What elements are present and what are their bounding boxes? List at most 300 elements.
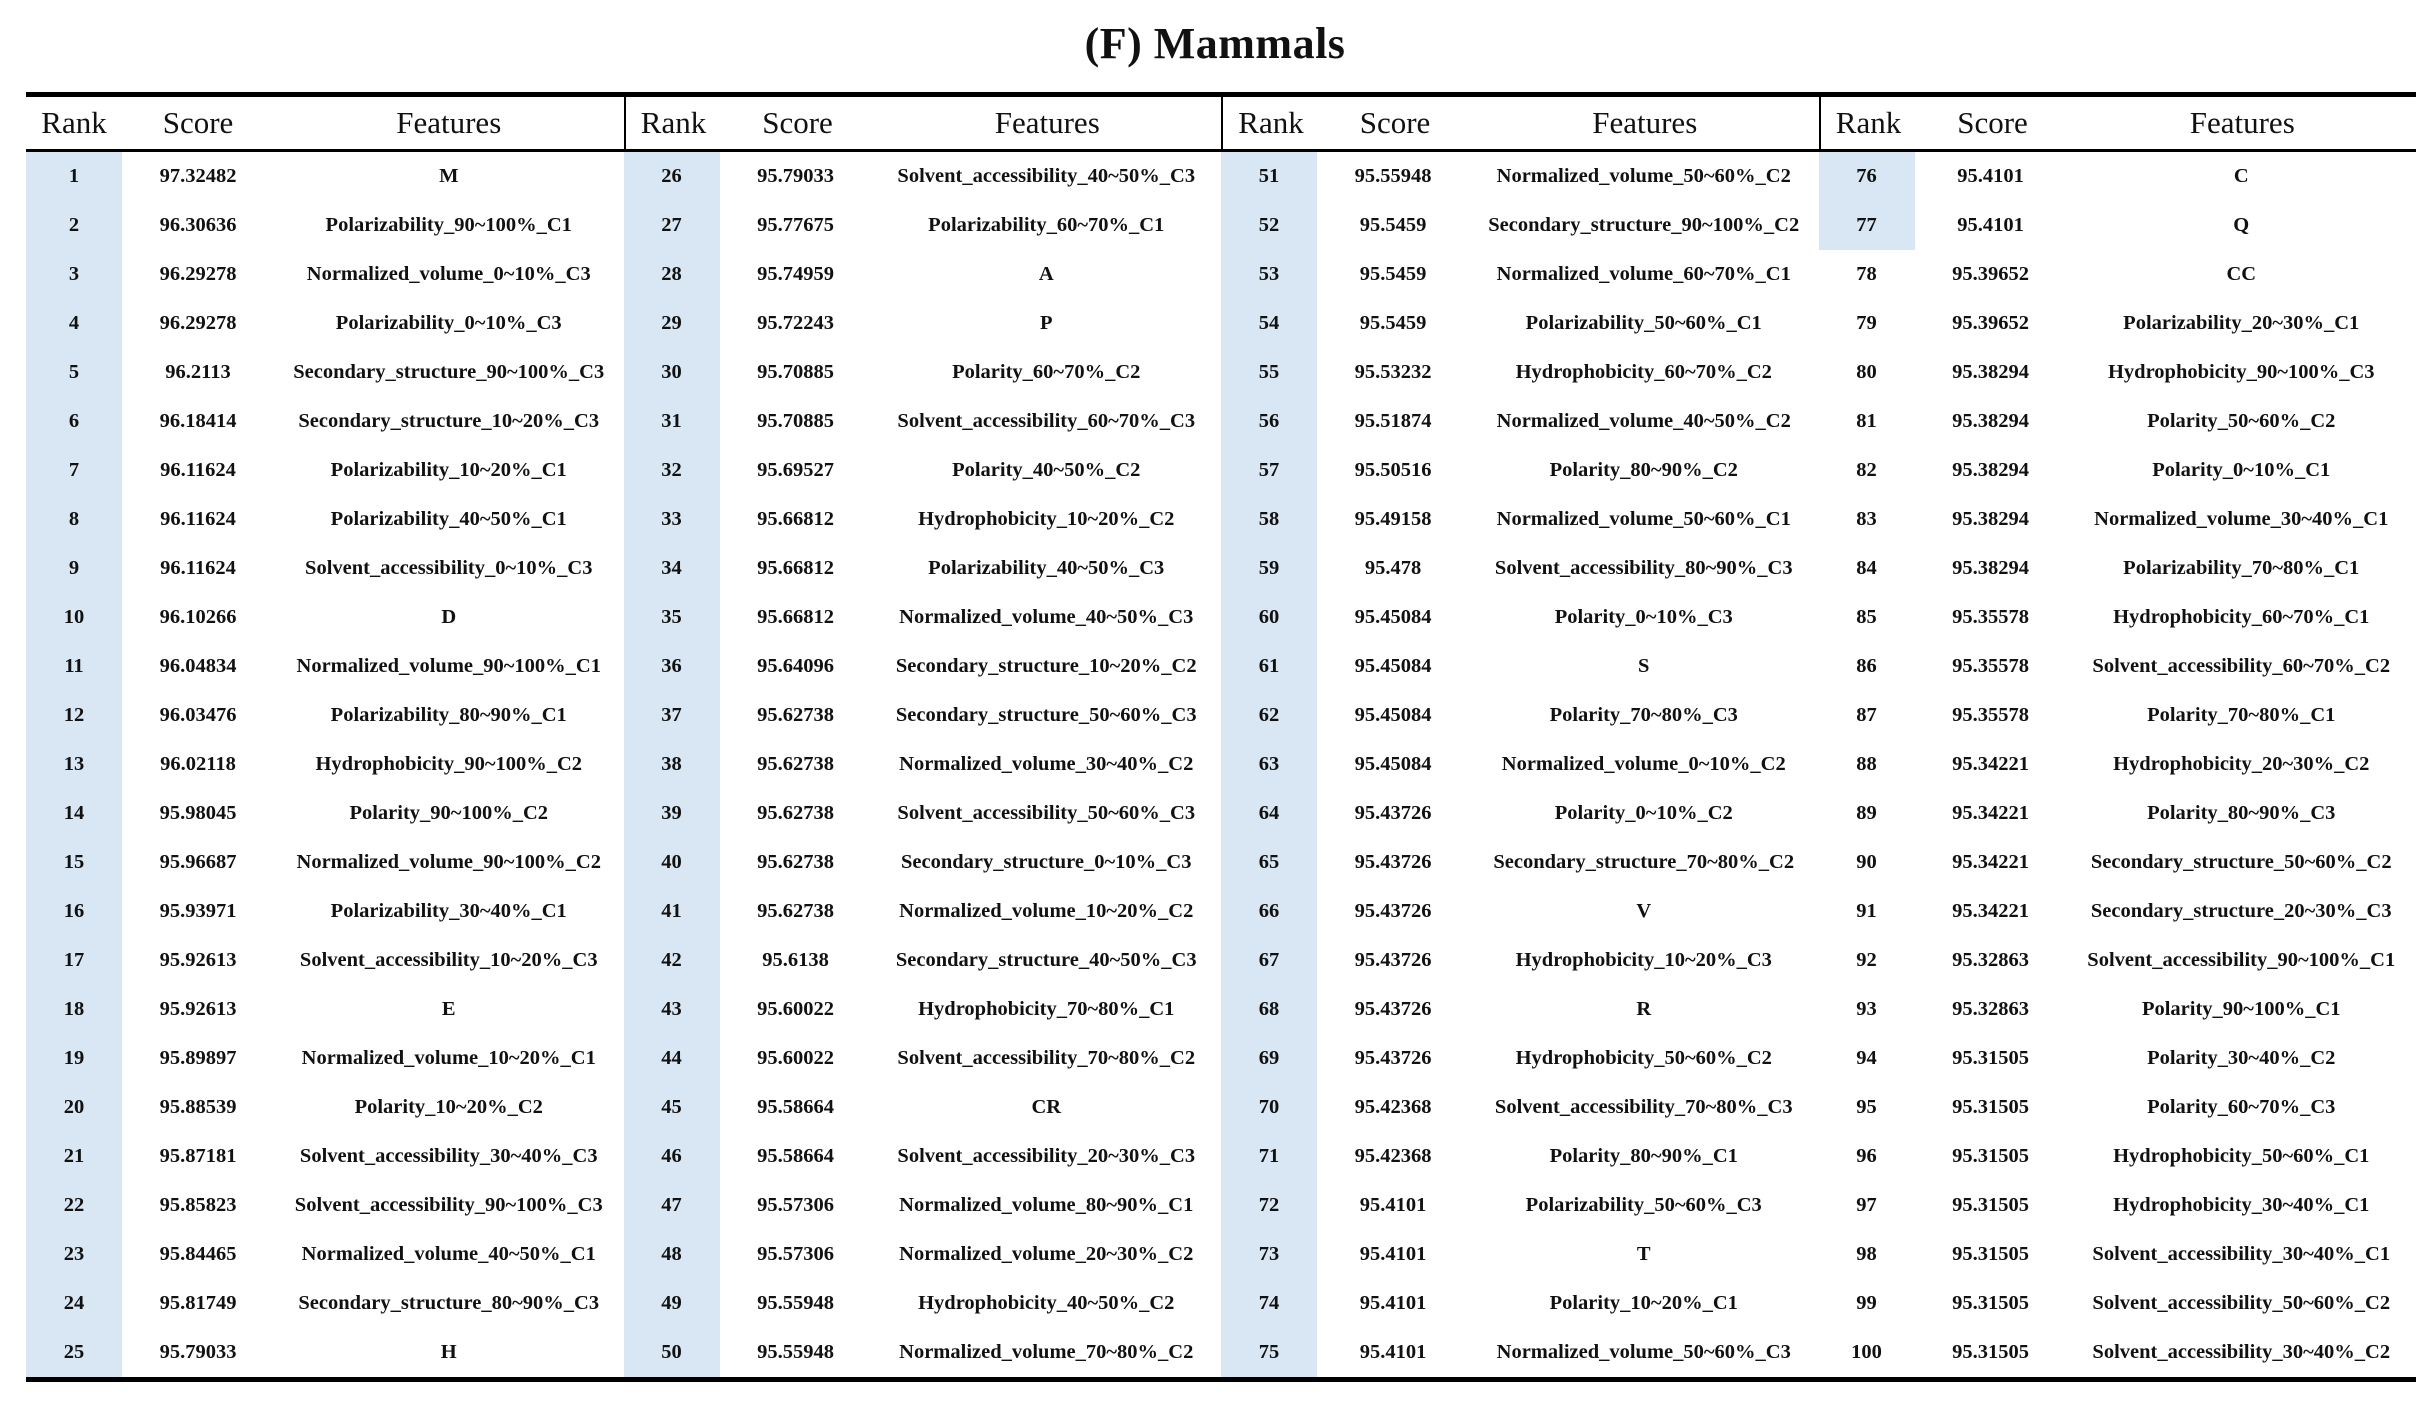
- feature-cell: Polarity_0~10%_C2: [1554, 802, 1733, 825]
- rank-cell: 61: [1221, 642, 1317, 691]
- rank-cell: 59: [1221, 544, 1317, 593]
- score-cell: 95.39652: [1952, 312, 2029, 335]
- group-body: [624, 152, 1222, 1377]
- feature-cell: Hydrophobicity_10~20%_C2: [918, 508, 1175, 531]
- rank-cell: 69: [1221, 1034, 1317, 1083]
- feature-cell: E: [441, 998, 456, 1021]
- score-cell: 95.5459: [1359, 214, 1427, 237]
- rank-cell: 89: [1856, 802, 1877, 825]
- feature-cell: Solvent_accessibility_70~80%_C3: [1494, 1096, 1793, 1119]
- rank-cell: 48: [624, 1230, 720, 1279]
- feature-cell: A: [1038, 263, 1054, 286]
- feature-cell: Polarity_10~20%_C1: [1549, 1292, 1738, 1315]
- rank-cell: 63: [1221, 740, 1317, 789]
- rank-cell: 21: [26, 1132, 122, 1181]
- score-cell: 95.70885: [757, 361, 834, 384]
- rank-cell: 60: [1221, 593, 1317, 642]
- feature-ranking-table: [26, 92, 2416, 1382]
- score-cell: 95.32863: [1952, 998, 2029, 1021]
- score-cell: 95.50516: [1354, 459, 1432, 482]
- score-cell: 95.45084: [1354, 704, 1432, 727]
- feature-cell: Secondary_structure_50~60%_C3: [895, 704, 1197, 727]
- score-cell: 96.2113: [165, 361, 231, 384]
- score-cell: 95.5459: [1359, 263, 1427, 286]
- score-cell: 95.69527: [757, 459, 834, 482]
- group-body: [26, 152, 624, 1377]
- feature-cell: Normalized_volume_10~20%_C2: [899, 900, 1194, 923]
- rank-cell: 12: [26, 691, 122, 740]
- score-cell: 95.5459: [1359, 312, 1427, 335]
- table-group-3: [1221, 97, 1819, 1377]
- rank-cell: 6: [26, 397, 122, 446]
- score-cell: 95.49158: [1354, 508, 1432, 531]
- rank-cell: 28: [624, 250, 720, 299]
- rank-cell: 52: [1221, 201, 1317, 250]
- rank-cell: 86: [1856, 655, 1877, 678]
- rank-cell: 96: [1856, 1145, 1877, 1168]
- feature-cell: S: [1638, 655, 1650, 678]
- score-cell: 95.62738: [757, 753, 834, 776]
- score-cell: 95.64096: [757, 655, 834, 678]
- score-cell: 95.70885: [757, 410, 834, 433]
- rank-cell: 15: [26, 838, 122, 887]
- rank-cell: 99: [1856, 1292, 1877, 1315]
- column-header-score: Score: [1957, 105, 2028, 140]
- score-cell: 95.31505: [1952, 1292, 2029, 1315]
- score-cell: 95.79033: [159, 1341, 237, 1364]
- rank-cell: 20: [26, 1083, 122, 1132]
- rank-cell: 47: [624, 1181, 720, 1230]
- feature-cell: Polarity_80~90%_C2: [1549, 459, 1738, 482]
- rank-cell: 54: [1221, 299, 1317, 348]
- score-cell: 95.98045: [159, 802, 237, 825]
- score-cell: 95.66812: [757, 508, 834, 531]
- rank-cell: 29: [624, 299, 720, 348]
- rank-cell: 94: [1856, 1047, 1877, 1070]
- rank-cell: 16: [26, 887, 122, 936]
- feature-cell: Polarizability_40~50%_C3: [928, 557, 1165, 580]
- rank-cell: 40: [624, 838, 720, 887]
- feature-cell: Normalized_volume_10~20%_C1: [301, 1047, 596, 1070]
- rank-cell: 51: [1221, 152, 1317, 201]
- score-cell: 96.10266: [159, 606, 237, 629]
- column-header-features: Features: [396, 105, 502, 140]
- score-cell: 97.32482: [159, 165, 237, 188]
- group-body: [1819, 152, 2417, 1377]
- feature-cell: Polarizability_40~50%_C1: [330, 508, 567, 531]
- feature-cell: Solvent_accessibility_40~50%_C3: [897, 165, 1196, 188]
- feature-cell: Polarizability_20~30%_C1: [2123, 312, 2360, 335]
- score-cell: 96.02118: [160, 753, 236, 776]
- rank-cell: 68: [1221, 985, 1317, 1034]
- score-cell: 95.43726: [1354, 998, 1432, 1021]
- column-header-features: Features: [994, 105, 1100, 140]
- score-cell: 96.04834: [159, 655, 237, 678]
- rank-cell: 27: [624, 201, 720, 250]
- score-cell: 95.31505: [1952, 1047, 2029, 1070]
- rank-cell: 84: [1856, 557, 1877, 580]
- feature-cell: CR: [1031, 1096, 1062, 1119]
- score-cell: 95.60022: [757, 998, 834, 1021]
- feature-cell: Polarity_50~60%_C2: [2147, 410, 2336, 433]
- score-cell: 96.11624: [160, 508, 236, 531]
- column-header-rank: Rank: [1835, 105, 1902, 140]
- score-cell: 95.55948: [757, 1292, 834, 1315]
- score-cell: 95.43726: [1354, 949, 1432, 972]
- feature-cell: Polarizability_50~60%_C3: [1525, 1194, 1762, 1217]
- score-cell: 95.72243: [757, 312, 834, 335]
- feature-cell: Normalized_volume_40~50%_C3: [899, 606, 1194, 629]
- rank-cell: 62: [1221, 691, 1317, 740]
- score-cell: 95.38294: [1952, 508, 2029, 531]
- feature-cell: Polarizability_30~40%_C1: [330, 900, 567, 923]
- feature-cell: Secondary_structure_90~100%_C2: [1488, 214, 1800, 237]
- score-cell: 95.60022: [757, 1047, 834, 1070]
- rank-cell: 92: [1856, 949, 1877, 972]
- feature-cell: Polarizability_50~60%_C1: [1525, 312, 1762, 335]
- rank-cell: 7: [26, 446, 122, 495]
- feature-cell: Q: [2233, 214, 2250, 237]
- rank-cell: 36: [624, 642, 720, 691]
- score-cell: 96.03476: [159, 704, 237, 727]
- column-header-features: Features: [1592, 105, 1698, 140]
- score-cell: 95.58664: [757, 1096, 834, 1119]
- feature-cell: Solvent_accessibility_90~100%_C3: [294, 1194, 603, 1217]
- feature-cell: Solvent_accessibility_0~10%_C3: [305, 557, 593, 580]
- rank-cell: 55: [1221, 348, 1317, 397]
- rank-cell: 18: [26, 985, 122, 1034]
- column-header-rank: Rank: [1238, 105, 1304, 140]
- rank-cell: 41: [624, 887, 720, 936]
- rank-cell: 72: [1221, 1181, 1317, 1230]
- score-cell: 95.51874: [1354, 410, 1432, 433]
- score-cell: 95.62738: [757, 900, 834, 923]
- score-cell: 96.18414: [159, 410, 237, 433]
- feature-cell: Normalized_volume_90~100%_C2: [296, 851, 601, 874]
- feature-cell: Normalized_volume_0~10%_C3: [306, 263, 591, 286]
- score-cell: 96.29278: [159, 263, 237, 286]
- rank-cell: 71: [1221, 1132, 1317, 1181]
- rank-cell: 30: [624, 348, 720, 397]
- score-cell: 95.53232: [1354, 361, 1432, 384]
- feature-cell: Solvent_accessibility_70~80%_C2: [897, 1047, 1196, 1070]
- feature-cell: Normalized_volume_70~80%_C2: [899, 1341, 1194, 1364]
- feature-cell: Secondary_structure_70~80%_C2: [1493, 851, 1795, 874]
- feature-cell: Secondary_structure_40~50%_C3: [895, 949, 1197, 972]
- rank-cell: 66: [1221, 887, 1317, 936]
- score-cell: 95.31505: [1952, 1096, 2029, 1119]
- feature-cell: Hydrophobicity_90~100%_C3: [2107, 361, 2375, 384]
- score-cell: 95.32863: [1952, 949, 2029, 972]
- score-cell: 95.88539: [159, 1096, 237, 1119]
- score-cell: 95.74959: [757, 263, 834, 286]
- feature-cell: Solvent_accessibility_60~70%_C3: [897, 410, 1196, 433]
- rank-cell: 31: [624, 397, 720, 446]
- feature-cell: Normalized_volume_0~10%_C2: [1501, 753, 1786, 776]
- feature-cell: Solvent_accessibility_50~60%_C2: [2092, 1292, 2391, 1315]
- feature-cell: Polarity_30~40%_C2: [2147, 1047, 2336, 1070]
- rank-cell: 85: [1856, 606, 1877, 629]
- score-cell: 95.62738: [757, 851, 834, 874]
- rank-cell: 76: [1819, 152, 1915, 201]
- rank-cell: 34: [624, 544, 720, 593]
- feature-cell: Solvent_accessibility_30~40%_C3: [299, 1145, 598, 1168]
- rank-cell: 42: [624, 936, 720, 985]
- rank-cell: 39: [624, 789, 720, 838]
- score-cell: 95.92613: [159, 998, 237, 1021]
- feature-cell: Solvent_accessibility_30~40%_C2: [2092, 1341, 2391, 1364]
- rank-cell: 9: [26, 544, 122, 593]
- rank-cell: 82: [1856, 459, 1877, 482]
- feature-cell: Hydrophobicity_10~20%_C3: [1515, 949, 1772, 972]
- rank-cell: 64: [1221, 789, 1317, 838]
- feature-cell: Hydrophobicity_50~60%_C1: [2113, 1145, 2370, 1168]
- feature-cell: Hydrophobicity_90~100%_C2: [315, 753, 583, 776]
- feature-cell: Polarity_80~90%_C3: [2147, 802, 2336, 825]
- feature-cell: Normalized_volume_30~40%_C1: [2094, 508, 2389, 531]
- rank-cell: 70: [1221, 1083, 1317, 1132]
- feature-cell: CC: [2226, 263, 2257, 286]
- score-cell: 95.79033: [757, 165, 834, 188]
- rank-cell: 93: [1856, 998, 1877, 1021]
- score-cell: 95.478: [1364, 557, 1422, 580]
- rank-cell: 97: [1856, 1194, 1877, 1217]
- rank-cell: 10: [26, 593, 122, 642]
- rank-cell: 50: [624, 1328, 720, 1377]
- score-cell: 95.43726: [1354, 900, 1432, 923]
- rank-cell: 90: [1856, 851, 1877, 874]
- score-cell: 96.30636: [159, 214, 237, 237]
- score-cell: 95.93971: [159, 900, 237, 923]
- score-cell: 95.45084: [1354, 606, 1432, 629]
- rank-cell: 23: [26, 1230, 122, 1279]
- rank-cell: 65: [1221, 838, 1317, 887]
- score-cell: 95.85823: [159, 1194, 237, 1217]
- feature-cell: Normalized_volume_90~100%_C1: [296, 655, 601, 678]
- feature-cell: Normalized_volume_40~50%_C1: [301, 1243, 596, 1266]
- figure-title: (F) Mammals: [1084, 19, 1346, 68]
- score-cell: 95.96687: [159, 851, 237, 874]
- rank-cell: 11: [26, 642, 122, 691]
- feature-cell: Normalized_volume_30~40%_C2: [899, 753, 1194, 776]
- score-cell: 95.34221: [1952, 851, 2029, 874]
- score-cell: 96.11624: [160, 459, 236, 482]
- rank-cell: 83: [1856, 508, 1877, 531]
- score-cell: 95.45084: [1354, 655, 1432, 678]
- feature-cell: Normalized_volume_20~30%_C2: [899, 1243, 1194, 1266]
- score-cell: 95.4101: [1359, 1243, 1427, 1266]
- score-cell: 95.31505: [1952, 1145, 2029, 1168]
- feature-cell: Hydrophobicity_70~80%_C1: [918, 998, 1175, 1021]
- feature-cell: Polarity_0~10%_C3: [1554, 606, 1733, 629]
- rank-cell: 35: [624, 593, 720, 642]
- column-header-score: Score: [1359, 105, 1431, 140]
- score-cell: 95.43726: [1354, 851, 1432, 874]
- feature-cell: Polarity_90~100%_C2: [349, 802, 549, 825]
- feature-cell: R: [1636, 998, 1652, 1021]
- rank-cell: 57: [1221, 446, 1317, 495]
- column-header-rank: Rank: [640, 105, 707, 140]
- feature-cell: Normalized_volume_60~70%_C1: [1496, 263, 1791, 286]
- score-cell: 95.34221: [1952, 753, 2029, 776]
- score-cell: 95.38294: [1952, 410, 2029, 433]
- score-cell: 95.87181: [159, 1145, 237, 1168]
- score-cell: 95.62738: [757, 704, 834, 727]
- feature-cell: Hydrophobicity_60~70%_C1: [2113, 606, 2370, 629]
- score-cell: 95.31505: [1952, 1341, 2029, 1364]
- feature-cell: T: [1636, 1243, 1651, 1266]
- feature-cell: Polarity_40~50%_C2: [952, 459, 1141, 482]
- score-cell: 95.38294: [1952, 361, 2029, 384]
- feature-cell: Secondary_structure_50~60%_C2: [2090, 851, 2392, 874]
- score-cell: 95.43726: [1354, 1047, 1432, 1070]
- rank-cell: 3: [26, 250, 122, 299]
- feature-cell: Polarity_90~100%_C1: [2141, 998, 2341, 1021]
- feature-cell: Normalized_volume_40~50%_C2: [1496, 410, 1791, 433]
- column-header-score: Score: [762, 105, 833, 140]
- feature-cell: Polarizability_80~90%_C1: [330, 704, 567, 727]
- rank-cell: 2: [26, 201, 122, 250]
- score-cell: 95.39652: [1952, 263, 2029, 286]
- feature-cell: Hydrophobicity_40~50%_C2: [918, 1292, 1175, 1315]
- score-cell: 95.55948: [757, 1341, 834, 1364]
- score-cell: 95.4101: [1957, 214, 2024, 237]
- score-cell: 95.4101: [1359, 1292, 1427, 1315]
- rank-cell: 78: [1856, 263, 1877, 286]
- rank-cell: 56: [1221, 397, 1317, 446]
- rank-cell: 81: [1856, 410, 1877, 433]
- feature-cell: Polarizability_10~20%_C1: [330, 459, 567, 482]
- feature-cell: Secondary_structure_0~10%_C3: [901, 851, 1192, 874]
- feature-cell: P: [1039, 312, 1053, 335]
- score-cell: 95.38294: [1952, 557, 2029, 580]
- rank-cell: 46: [624, 1132, 720, 1181]
- rank-cell: 58: [1221, 495, 1317, 544]
- rank-cell: 91: [1856, 900, 1877, 923]
- rank-cell: 74: [1221, 1279, 1317, 1328]
- rank-cell: 80: [1856, 361, 1877, 384]
- feature-cell: Polarity_0~10%_C1: [2152, 459, 2331, 482]
- feature-cell: V: [1636, 900, 1652, 923]
- score-cell: 95.6138: [762, 949, 829, 972]
- feature-cell: Secondary_structure_90~100%_C3: [293, 361, 605, 384]
- table-group-2: [624, 97, 1222, 1377]
- rank-cell: 88: [1856, 753, 1877, 776]
- rank-cell: 98: [1856, 1243, 1877, 1266]
- score-cell: 95.57306: [757, 1243, 834, 1266]
- feature-cell: Polarizability_70~80%_C1: [2123, 557, 2360, 580]
- score-cell: 96.29278: [159, 312, 237, 335]
- group-header-row: [1819, 97, 2417, 152]
- rank-cell: 67: [1221, 936, 1317, 985]
- score-cell: 95.42368: [1354, 1096, 1432, 1119]
- rank-cell: 13: [26, 740, 122, 789]
- score-cell: 95.55948: [1354, 165, 1432, 188]
- rank-cell: 75: [1221, 1328, 1317, 1377]
- feature-cell: Normalized_volume_50~60%_C2: [1496, 165, 1791, 188]
- rank-cell: 26: [624, 152, 720, 201]
- group-body: [1221, 152, 1819, 1377]
- rank-cell: 87: [1856, 704, 1877, 727]
- feature-cell: Normalized_volume_50~60%_C1: [1496, 508, 1791, 531]
- feature-cell: H: [440, 1341, 457, 1364]
- group-header-row: [624, 97, 1222, 152]
- score-cell: 95.34221: [1952, 802, 2029, 825]
- rank-cell: 32: [624, 446, 720, 495]
- rank-cell: 14: [26, 789, 122, 838]
- column-header-score: Score: [162, 105, 234, 140]
- score-cell: 95.31505: [1952, 1194, 2029, 1217]
- score-cell: 95.66812: [757, 557, 834, 580]
- rank-cell: 49: [624, 1279, 720, 1328]
- score-cell: 95.35578: [1952, 606, 2029, 629]
- rank-cell: 24: [26, 1279, 122, 1328]
- score-cell: 95.58664: [757, 1145, 834, 1168]
- feature-cell: Solvent_accessibility_10~20%_C3: [299, 949, 598, 972]
- feature-cell: Hydrophobicity_20~30%_C2: [2113, 753, 2370, 776]
- feature-cell: Polarizability_0~10%_C3: [335, 312, 562, 335]
- rank-cell: 17: [26, 936, 122, 985]
- feature-cell: C: [2233, 165, 2249, 188]
- rank-cell: 8: [26, 495, 122, 544]
- score-cell: 95.38294: [1952, 459, 2029, 482]
- group-header-row: [26, 97, 624, 152]
- rank-cell: 100: [1851, 1341, 1882, 1364]
- rank-cell: 5: [26, 348, 122, 397]
- rank-cell: 43: [624, 985, 720, 1034]
- feature-cell: Polarity_70~80%_C1: [2147, 704, 2336, 727]
- score-cell: 95.42368: [1354, 1145, 1432, 1168]
- score-cell: 95.45084: [1354, 753, 1432, 776]
- score-cell: 95.35578: [1952, 655, 2029, 678]
- feature-cell: Secondary_structure_10~20%_C3: [298, 410, 600, 433]
- feature-cell: Normalized_volume_80~90%_C1: [899, 1194, 1194, 1217]
- column-header-features: Features: [2189, 105, 2295, 140]
- rank-cell: 95: [1856, 1096, 1877, 1119]
- score-cell: 95.84465: [159, 1243, 237, 1266]
- rank-cell: 53: [1221, 250, 1317, 299]
- score-cell: 95.35578: [1952, 704, 2029, 727]
- column-header-rank: Rank: [41, 105, 107, 140]
- rank-cell: 45: [624, 1083, 720, 1132]
- rank-cell: 19: [26, 1034, 122, 1083]
- rank-cell: 44: [624, 1034, 720, 1083]
- feature-cell: Solvent_accessibility_50~60%_C3: [897, 802, 1196, 825]
- score-cell: 95.62738: [757, 802, 834, 825]
- feature-cell: Polarity_80~90%_C1: [1549, 1145, 1738, 1168]
- rank-cell: 37: [624, 691, 720, 740]
- rank-cell: 77: [1819, 201, 1915, 250]
- score-cell: 95.57306: [757, 1194, 834, 1217]
- score-cell: 96.11624: [160, 557, 236, 580]
- rank-cell: 73: [1221, 1230, 1317, 1279]
- feature-cell: Polarizability_60~70%_C1: [928, 214, 1165, 237]
- group-header-row: [1221, 97, 1819, 152]
- score-cell: 95.34221: [1952, 900, 2029, 923]
- score-cell: 95.89897: [159, 1047, 237, 1070]
- rank-cell: 79: [1856, 312, 1877, 335]
- feature-cell: Polarity_60~70%_C2: [952, 361, 1141, 384]
- rank-cell: 22: [26, 1181, 122, 1230]
- feature-cell: Solvent_accessibility_60~70%_C2: [2092, 655, 2391, 678]
- feature-cell: Secondary_structure_20~30%_C3: [2090, 900, 2392, 923]
- feature-cell: Polarizability_90~100%_C1: [325, 214, 572, 237]
- feature-cell: D: [441, 606, 457, 629]
- score-cell: 95.92613: [159, 949, 237, 972]
- score-cell: 95.81749: [159, 1292, 237, 1315]
- score-cell: 95.4101: [1359, 1341, 1427, 1364]
- feature-cell: Hydrophobicity_60~70%_C2: [1515, 361, 1772, 384]
